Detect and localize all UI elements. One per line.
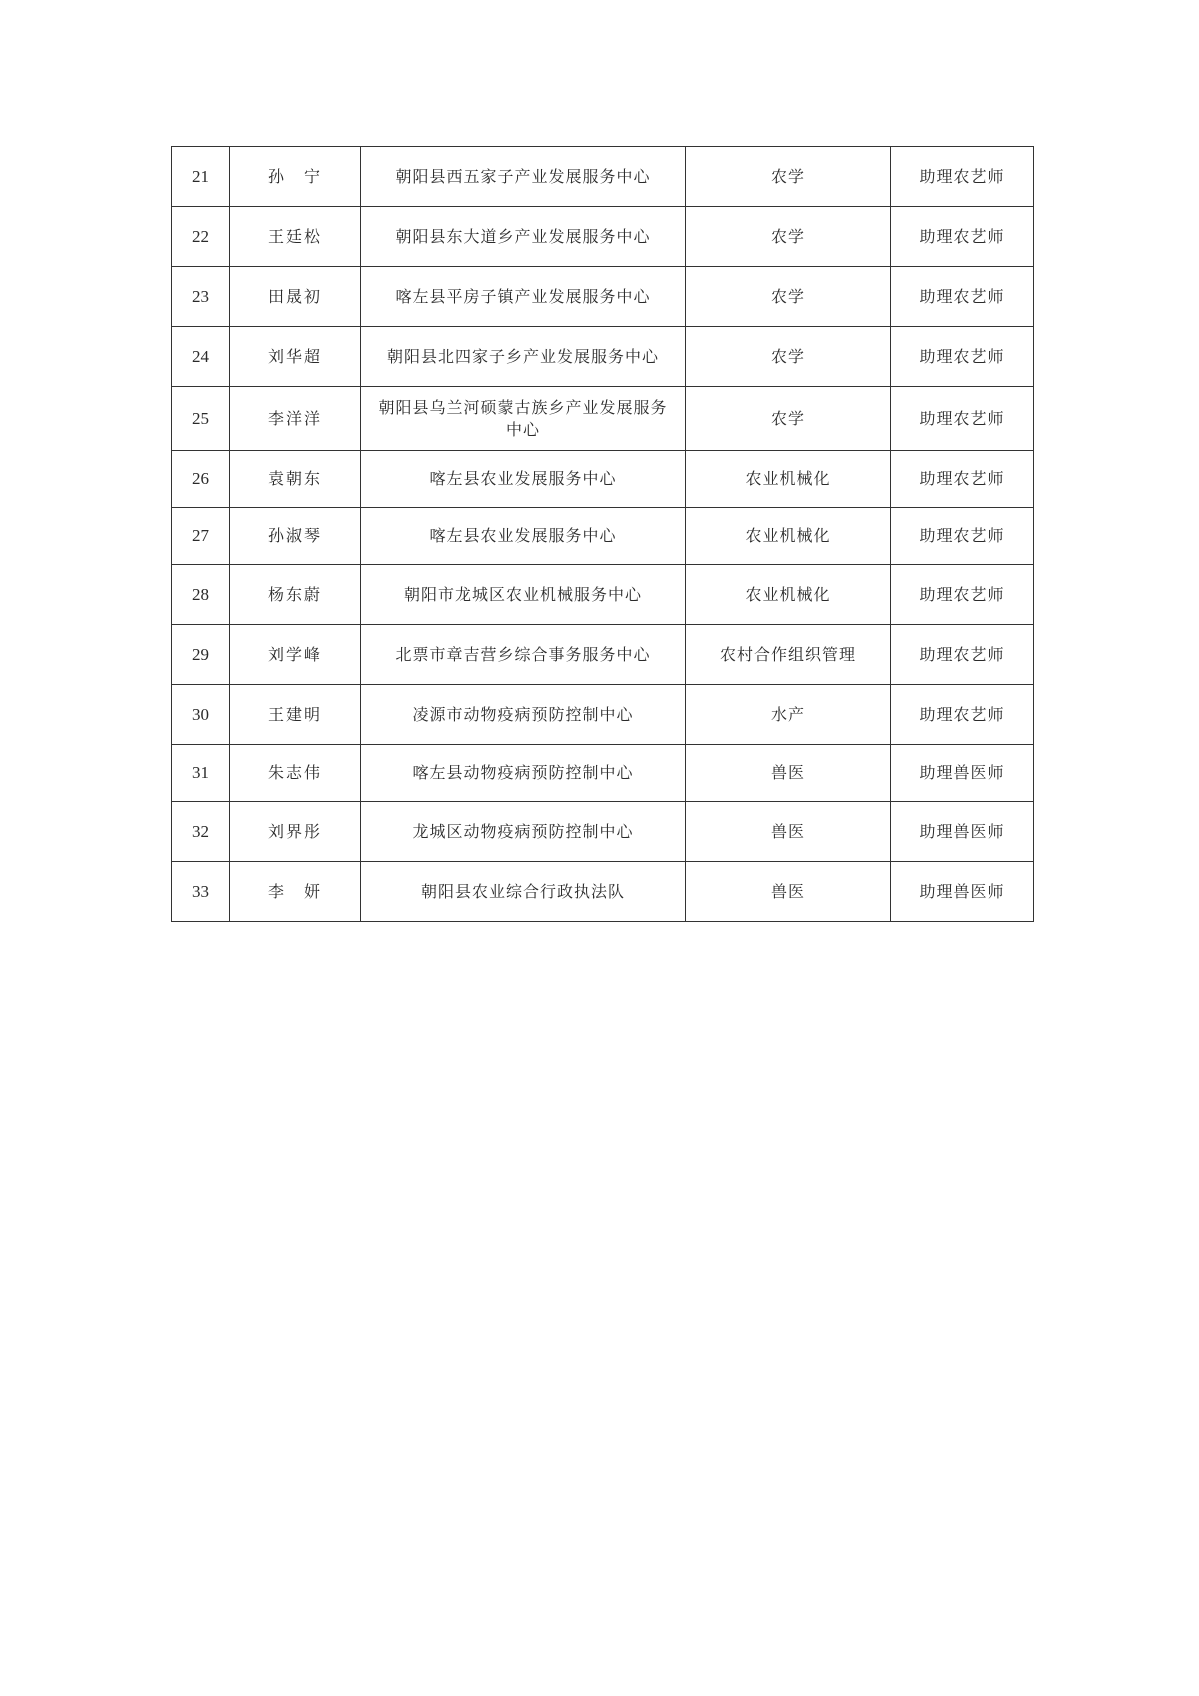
cell-name: 王建明: [230, 685, 361, 745]
table-row: [172, 745, 1034, 802]
table-row: [172, 802, 1034, 862]
cell-name: 田晟初: [230, 267, 361, 327]
table-row: [172, 387, 1034, 451]
cell-name: 孙 宁: [230, 147, 361, 207]
cell-major: 农业机械化: [686, 565, 891, 625]
cell-major: 兽医: [686, 862, 891, 922]
cell-title: 助理兽医师: [891, 745, 1034, 802]
table-row: [172, 147, 1034, 207]
table-row: [172, 508, 1034, 565]
cell-name: 杨东蔚: [230, 565, 361, 625]
table-row: [172, 625, 1034, 685]
cell-number: 26: [172, 451, 230, 508]
roster-table: [171, 146, 1034, 922]
cell-major: 农学: [686, 327, 891, 387]
cell-unit: 北票市章吉营乡综合事务服务中心: [361, 625, 686, 685]
cell-title: 助理农艺师: [891, 267, 1034, 327]
cell-number: 32: [172, 802, 230, 862]
roster-table-body: [172, 147, 1034, 922]
cell-number: 33: [172, 862, 230, 922]
cell-unit: 喀左县平房子镇产业发展服务中心: [361, 267, 686, 327]
cell-title: 助理兽医师: [891, 862, 1034, 922]
cell-name: 朱志伟: [230, 745, 361, 802]
cell-name: 李洋洋: [230, 387, 361, 451]
table-row: [172, 565, 1034, 625]
cell-name: 刘华超: [230, 327, 361, 387]
table-row: [172, 207, 1034, 267]
cell-title: 助理农艺师: [891, 565, 1034, 625]
cell-number: 29: [172, 625, 230, 685]
cell-number: 23: [172, 267, 230, 327]
cell-number: 31: [172, 745, 230, 802]
cell-name: 刘界彤: [230, 802, 361, 862]
cell-title: 助理农艺师: [891, 147, 1034, 207]
cell-name: 李 妍: [230, 862, 361, 922]
cell-title: 助理农艺师: [891, 451, 1034, 508]
cell-unit: 喀左县农业发展服务中心: [361, 508, 686, 565]
cell-unit: 朝阳市龙城区农业机械服务中心: [361, 565, 686, 625]
cell-title: 助理农艺师: [891, 685, 1034, 745]
table-row: [172, 685, 1034, 745]
cell-unit: 喀左县动物疫病预防控制中心: [361, 745, 686, 802]
cell-unit: 朝阳县农业综合行政执法队: [361, 862, 686, 922]
cell-title: 助理兽医师: [891, 802, 1034, 862]
cell-major: 兽医: [686, 802, 891, 862]
cell-unit: 朝阳县西五家子产业发展服务中心: [361, 147, 686, 207]
cell-unit: 朝阳县乌兰河硕蒙古族乡产业发展服务中心: [361, 387, 686, 451]
cell-number: 24: [172, 327, 230, 387]
cell-major: 农村合作组织管理: [686, 625, 891, 685]
cell-unit: 朝阳县北四家子乡产业发展服务中心: [361, 327, 686, 387]
cell-unit: 朝阳县东大道乡产业发展服务中心: [361, 207, 686, 267]
cell-title: 助理农艺师: [891, 625, 1034, 685]
cell-name: 王廷松: [230, 207, 361, 267]
cell-major: 农学: [686, 207, 891, 267]
cell-unit: 凌源市动物疫病预防控制中心: [361, 685, 686, 745]
cell-major: 农业机械化: [686, 508, 891, 565]
cell-name: 刘学峰: [230, 625, 361, 685]
table-row: [172, 327, 1034, 387]
cell-title: 助理农艺师: [891, 207, 1034, 267]
cell-major: 农学: [686, 267, 891, 327]
cell-number: 27: [172, 508, 230, 565]
cell-major: 农业机械化: [686, 451, 891, 508]
cell-title: 助理农艺师: [891, 387, 1034, 451]
table-row: [172, 862, 1034, 922]
cell-unit: 龙城区动物疫病预防控制中心: [361, 802, 686, 862]
cell-major: 兽医: [686, 745, 891, 802]
cell-number: 30: [172, 685, 230, 745]
cell-title: 助理农艺师: [891, 508, 1034, 565]
cell-major: 水产: [686, 685, 891, 745]
cell-name: 袁朝东: [230, 451, 361, 508]
cell-number: 22: [172, 207, 230, 267]
cell-number: 28: [172, 565, 230, 625]
cell-major: 农学: [686, 147, 891, 207]
cell-major: 农学: [686, 387, 891, 451]
cell-number: 25: [172, 387, 230, 451]
cell-unit: 喀左县农业发展服务中心: [361, 451, 686, 508]
table-row: [172, 451, 1034, 508]
table-row: [172, 267, 1034, 327]
cell-name: 孙淑琴: [230, 508, 361, 565]
cell-number: 21: [172, 147, 230, 207]
cell-title: 助理农艺师: [891, 327, 1034, 387]
